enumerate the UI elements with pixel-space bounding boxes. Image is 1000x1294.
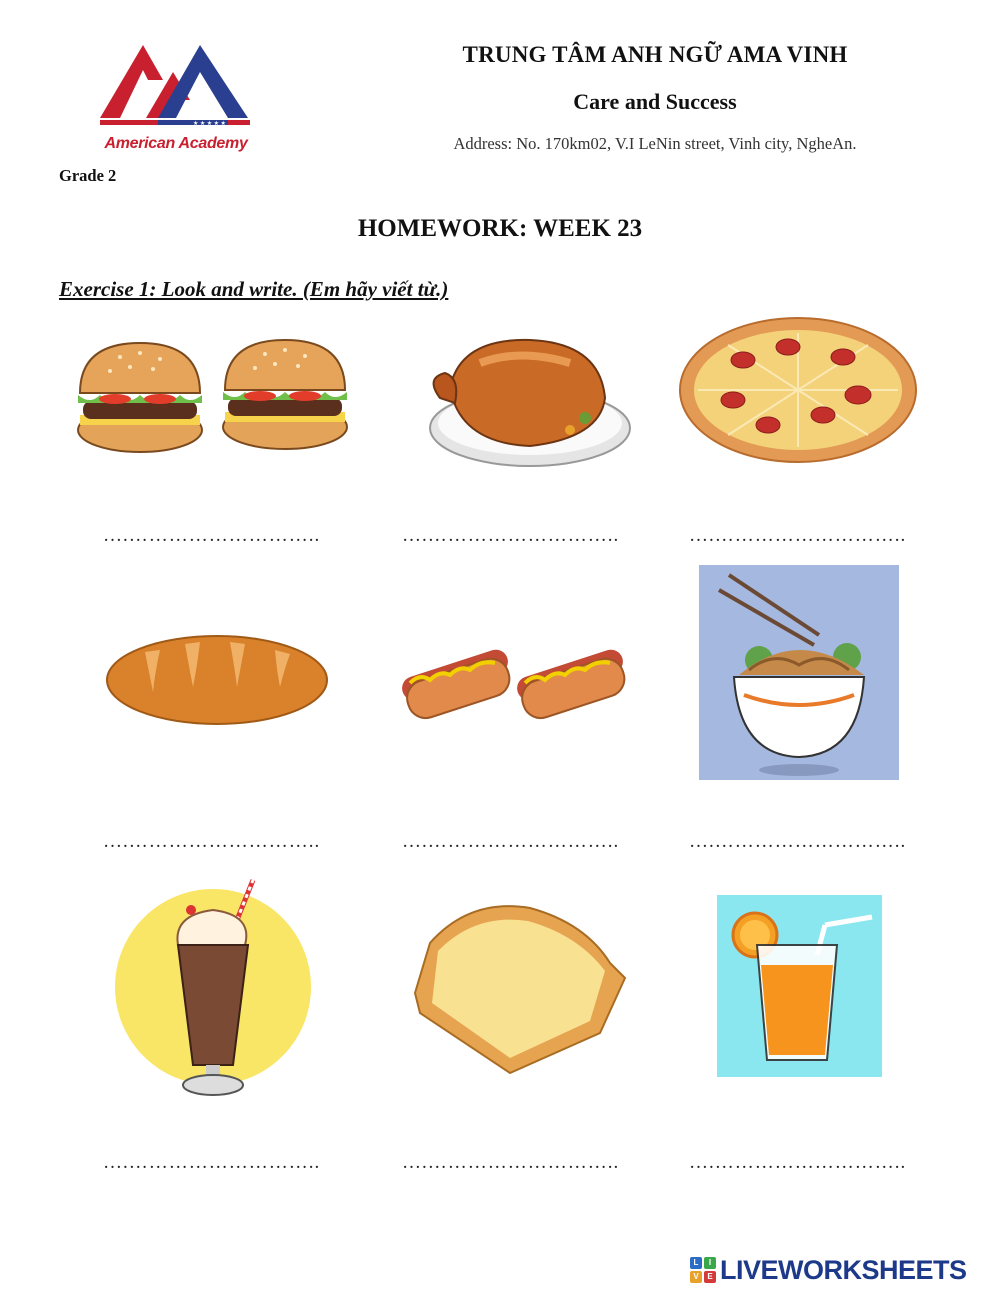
hot-dogs-picture [395,625,635,735]
answer-blank-2[interactable]: ….……………………….. [402,525,620,546]
liveworksheets-badge-icon: L I V E [690,1257,716,1283]
hamburgers-picture [75,335,355,465]
answer-blank-1[interactable]: ….……………………….. [103,525,321,546]
center-name: TRUNG TÂM ANH NGỮ AMA VINH [462,42,848,67]
svg-text:★ ★ ★ ★ ★: ★ ★ ★ ★ ★ [193,121,226,127]
bread-picture [105,632,330,732]
grade-label: Grade 2 [59,166,117,185]
page-title: HOMEWORK: WEEK 23 [357,215,643,242]
answer-blank-7[interactable]: ….……………………….. [103,1152,321,1173]
liveworksheets-label: LIVEWORKSHEETS [720,1254,967,1285]
american-academy-logo [88,40,260,155]
logo-mark-icon [88,40,260,135]
address: Address: No. 170km02, V.I LeNin street, Vinh city, NgheAn. [453,134,857,153]
answer-blank-9[interactable]: ….……………………….. [689,1152,907,1173]
noodles-picture [699,565,899,785]
answer-blank-3[interactable]: ….……………………….. [689,525,907,546]
toast-picture [410,903,630,1083]
orange-juice-picture [717,895,882,1082]
answer-blank-4[interactable]: ….……………………….. [103,831,321,852]
answer-blank-6[interactable]: ….……………………….. [689,831,907,852]
pizza-picture [678,315,918,470]
slogan: Care and Success [573,89,737,114]
exercise-instruction: Exercise 1: Look and write. (Em hãy viết từ.) [59,277,449,301]
roast-chicken-picture [420,318,635,478]
answer-blank-5[interactable]: ….……………………….. [402,831,620,852]
answer-blank-8[interactable]: ….……………………….. [402,1152,620,1173]
logo-text: American Academy [104,135,248,152]
liveworksheets-brand[interactable] [690,1253,990,1287]
milkshake-picture [113,875,313,1105]
